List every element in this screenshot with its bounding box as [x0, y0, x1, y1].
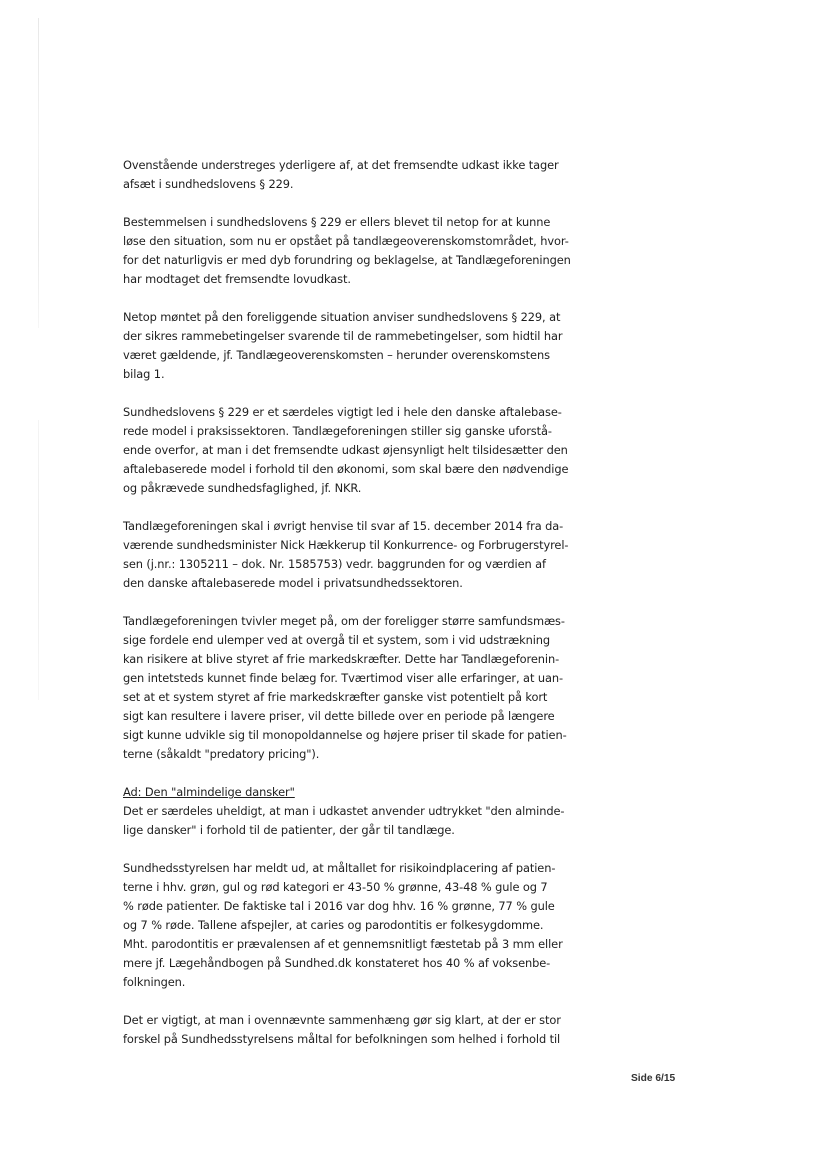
text-line: og 7 % røde. Tallene afspejler, at caries og parodontitis er folkesygdomme. — [123, 918, 544, 932]
text-line: har modtaget det fremsendte lovudkast. — [123, 272, 351, 286]
text-line: været gældende, jf. Tandlægeoverenskomsten – herunder overenskomstens — [123, 348, 550, 362]
paragraph — [123, 783, 608, 840]
text-line: aftalebaserede model i forhold til den økonomi, som skal bære den nødvendige — [123, 462, 569, 476]
text-line: for det naturligvis er med dyb forundring og beklagelse, at Tandlægeforeningen — [123, 253, 571, 267]
text-line: Mht. parodontitis er prævalensen af et gennemsnitligt fæstetab på 3 mm eller — [123, 937, 563, 951]
paragraph — [123, 612, 608, 764]
text-line: bilag 1. — [123, 367, 165, 381]
text-line: kan risikere at blive styret af frie markedskræfter. Dette har Tandlægeforenin- — [123, 652, 560, 666]
text-line: folkningen. — [123, 975, 186, 989]
text-line: afsæt i sundhedslovens § 229. — [123, 177, 294, 191]
text-line: set at et system styret af frie markedskræfter ganske vist potentielt på kort — [123, 690, 548, 704]
text-line: Det er særdeles uheldigt, at man i udkastet anvender udtrykket "den alminde- — [123, 804, 565, 818]
text-line: løse den situation, som nu er opstået på tandlægeoverenskomstområdet, hvor- — [123, 234, 569, 248]
text-line: Det er vigtigt, at man i ovennævnte sammenhæng gør sig klart, at der er stor — [123, 1013, 561, 1027]
text-line: gen intetsteds kunnet finde belæg for. Tværtimod viser alle erfaringer, at uan- — [123, 671, 563, 685]
paragraph — [123, 308, 608, 384]
text-line: Tandlægeforeningen tvivler meget på, om der foreligger større samfundsmæs- — [123, 614, 565, 628]
text-line: sigt kan resultere i lavere priser, vil dette billede over en periode på længere — [123, 709, 555, 723]
text-line: terne (såkaldt "predatory pricing"). — [123, 747, 320, 761]
text-line: den danske aftalebaserede model i privatsundhedssektoren. — [123, 576, 463, 590]
scan-edge-mark — [38, 18, 39, 328]
text-line: sen (j.nr.: 1305211 – dok. Nr. 1585753) vedr. baggrunden for og værdien af — [123, 557, 546, 571]
text-line: Bestemmelsen i sundhedslovens § 229 er ellers blevet til netop for at kunne — [123, 215, 551, 229]
text-line: ende overfor, at man i det fremsendte udkast øjensynligt helt tilsidesætter den — [123, 443, 568, 457]
text-line: Sundhedslovens § 229 er et særdeles vigtigt led i hele den danske aftalebase- — [123, 405, 562, 419]
text-line: % røde patienter. De faktiske tal i 2016 var dog hhv. 16 % grønne, 77 % gule — [123, 899, 555, 913]
page-number: Side 6/15 — [631, 1073, 676, 1084]
text-line: mere jf. Lægehåndbogen på Sundhed.dk konstateret hos 40 % af voksenbe- — [123, 956, 551, 970]
document-body — [123, 156, 608, 1049]
paragraph — [123, 403, 608, 498]
scan-edge-mark — [38, 420, 39, 700]
text-line: værende sundhedsminister Nick Hækkerup til Konkurrence- og Forbrugerstyrel- — [123, 538, 569, 552]
paragraph — [123, 156, 608, 194]
paragraph — [123, 1011, 608, 1049]
paragraph — [123, 859, 608, 992]
section-heading: Ad: Den "almindelige dansker" — [123, 785, 295, 799]
text-line: og påkrævede sundhedsfaglighed, jf. NKR. — [123, 481, 362, 495]
text-line: Tandlægeforeningen skal i øvrigt henvise til svar af 15. december 2014 fra da- — [123, 519, 564, 533]
paragraph — [123, 517, 608, 593]
text-line: Sundhedsstyrelsen har meldt ud, at måltallet for risikoindplacering af patien- — [123, 861, 556, 875]
text-line: sigt kunne udvikle sig til monopoldannelse og højere priser til skade for patien- — [123, 728, 567, 742]
text-line: Ovenstående understreges yderligere af, at det fremsendte udkast ikke tager — [123, 158, 559, 172]
text-line: sige fordele end ulemper ved at overgå til et system, som i vid udstrækning — [123, 633, 551, 647]
text-line: lige dansker" i forhold til de patienter, der går til tandlæge. — [123, 823, 455, 837]
text-line: Netop møntet på den foreliggende situation anviser sundhedslovens § 229, at — [123, 310, 561, 324]
text-line: der sikres rammebetingelser svarende til de rammebetingelser, som hidtil har — [123, 329, 563, 343]
paragraph — [123, 213, 608, 289]
text-line: forskel på Sundhedsstyrelsens måltal for befolkningen som helhed i forhold til — [123, 1032, 561, 1046]
text-line: rede model i praksissektoren. Tandlægeforeningen stiller sig ganske uforstå- — [123, 424, 552, 438]
text-line: terne i hhv. grøn, gul og rød kategori er 43-50 % grønne, 43-48 % gule og 7 — [123, 880, 548, 894]
